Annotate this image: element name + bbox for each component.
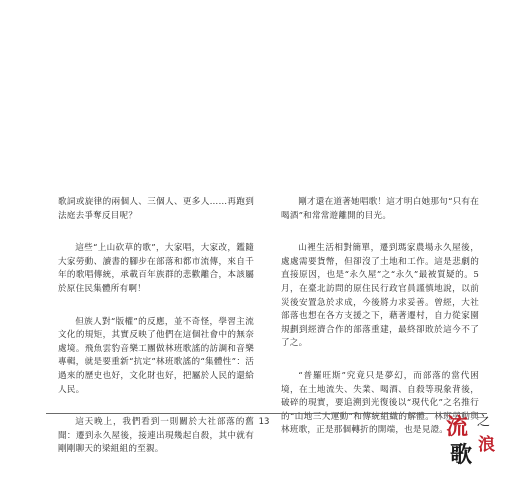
left-column xyxy=(58,196,254,476)
page-number: 13 xyxy=(258,417,270,427)
logo-char-zhi: 之 xyxy=(477,414,491,429)
book-logo xyxy=(444,410,504,472)
logo-char-ge: 歌 xyxy=(450,442,473,468)
left-paragraph-3: 但族人對“版權”的反應，並不奇怪，學習主流文化的規矩，其實反映了他們在這個社會中的無奈處境。飛魚雲豹音樂工團做林班歌謠的訪調和音樂專輯，就是要重新“抗定”林班歌謠的“集體性”：活過來的歷史也好，文化財也好，把屬於人民的還給人民。 xyxy=(58,316,254,395)
right-paragraph-2: 山裡生活相對簡單，遷到瑪家農場永久屋後，處處需要貨幣，但卻沒了土地和工作。這是悲劇的直接原因，也是“永久屋”之“永久”最被質疑的。5月，在臺北訪問的原住民行政官員謹慎地說，以前災後安置急於求成，今後將力求妥善。曾經，大社部落也想在各方支援之下，藉著遷村，自力從家園規劃到經濟合作的部落重建，最終卻敗於這今不了了之。 xyxy=(281,243,479,349)
left-paragraph-2: 這些“上山砍草的歌”，大家唱，大家改，鑑隨大家勞動、讀書的腳步在部落和都市流傳，來自千年的歌唱傳統，承載百年族群的悲歡離合，本該屬於原住民集體所有啊！ xyxy=(58,243,254,294)
right-paragraph-3: “普羅旺斯”究竟只是夢幻，而部落的當代困境，在土地流失、失業、喝酒、自殺等現象背後，破碎的現實，要追溯到光復後以“現代化”之名推行的“山地三大運動”和傳統組織的解體。林班勞動與林班歌，正是那個轉折的開端，也是見證。 xyxy=(281,370,479,436)
logo-char-liu: 流 xyxy=(446,414,469,440)
left-paragraph-1: 歌詞或旋律的兩個人、三個人、更多人……再跑到法庭去爭奪反目呢？ xyxy=(58,197,254,221)
footer-divider xyxy=(46,413,487,414)
right-paragraph-1: 剛才還在道著她唱歌！這才明白她那句“只有在喝酒”和常常遊離開的目光。 xyxy=(281,197,479,221)
logo-char-lang: 浪 xyxy=(478,435,495,455)
left-paragraph-4: 這天晚上，我們看到一則關於大社部落的舊聞：遷到永久屋後，接連出現幾起自殺，其中就有剛剛聊天的梁組組的至親。 xyxy=(58,417,254,455)
